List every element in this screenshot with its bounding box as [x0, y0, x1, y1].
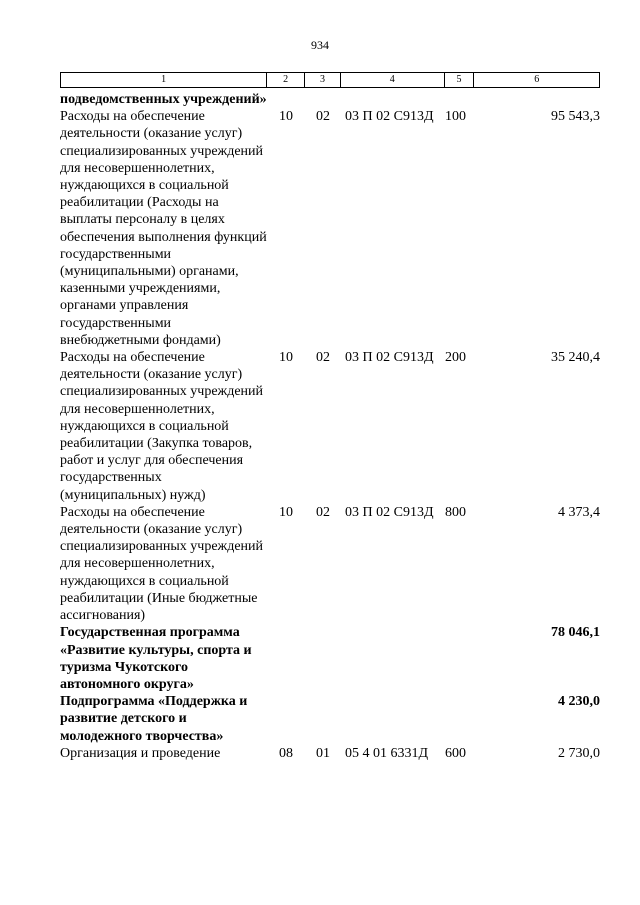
row-description: Подпрограмма «Поддержка и развитие детского и молодежного творчества» — [60, 694, 248, 744]
row-description: Государственная программа «Развитие культуры, спорта и туризма Чукотского автономного округа» — [60, 625, 252, 692]
table-row — [60, 349, 600, 504]
table-row — [60, 745, 600, 762]
page-number: 934 — [311, 38, 329, 52]
table-row — [60, 504, 600, 624]
header-col-6: 6 — [534, 74, 540, 85]
header-col-3: 3 — [305, 73, 341, 87]
row-expense-type: 100 — [445, 109, 466, 125]
row-description: Организация и проведение — [60, 745, 221, 761]
table-row — [60, 108, 600, 349]
header-col-4: 4 — [341, 73, 445, 87]
row-target-article: 05 4 01 6331Д — [345, 745, 429, 761]
row-amount: 95 543,3 — [551, 109, 600, 125]
row-section: 10 — [279, 504, 293, 520]
row-subsection: 02 — [316, 504, 330, 520]
table-row — [60, 693, 600, 745]
table-header — [60, 72, 600, 88]
row-expense-type: 800 — [445, 504, 466, 520]
row-section: 10 — [279, 350, 293, 366]
row-subsection: 02 — [316, 350, 330, 366]
header-col-1: 1 — [61, 73, 267, 87]
row-description: Расходы на обеспечение деятельности (оказание услуг) специализированных учреждений для несовершеннолетних, нуждающихся в социальной реабилитации (Расходы на выплаты персоналу в целях обеспечения выполнения функций государственными (муниципальными) органами, казенными учреждениями, органами управления государственными внебюджетными фондами) — [60, 109, 267, 348]
row-amount: 35 240,4 — [551, 350, 600, 366]
row-section: 10 — [279, 109, 293, 125]
row-description: Расходы на обеспечение деятельности (оказание услуг) специализированных учреждений для несовершеннолетних, нуждающихся в социальной реабилитации (Закупка товаров, работ и услуг для обеспечения государственных (муниципальных) нужд) — [60, 350, 264, 503]
row-subsection: 01 — [316, 745, 330, 761]
budget-table — [60, 91, 600, 762]
row-target-article: 03 П 02 С913Д — [345, 350, 434, 366]
row-subsection: 02 — [316, 109, 330, 125]
header-col-2: 2 — [267, 73, 305, 87]
row-target-article: 03 П 02 С913Д — [345, 504, 434, 520]
row-amount: 4 230,0 — [558, 694, 600, 710]
row-description: Расходы на обеспечение деятельности (оказание услуг) специализированных учреждений для несовершеннолетних, нуждающихся в социальной реабилитации (Иные бюджетные ассигнования) — [60, 504, 264, 624]
table-row — [60, 624, 600, 693]
row-description: подведомственных учреждений» — [60, 92, 267, 107]
row-expense-type: 600 — [445, 745, 466, 761]
row-target-article: 03 П 02 С913Д — [345, 109, 434, 125]
row-amount: 78 046,1 — [551, 625, 600, 641]
row-amount: 4 373,4 — [558, 504, 600, 520]
row-expense-type: 200 — [445, 350, 466, 366]
table-row — [60, 91, 600, 108]
row-section: 08 — [279, 745, 293, 761]
row-amount: 2 730,0 — [558, 745, 600, 761]
header-col-5: 5 — [445, 73, 475, 87]
